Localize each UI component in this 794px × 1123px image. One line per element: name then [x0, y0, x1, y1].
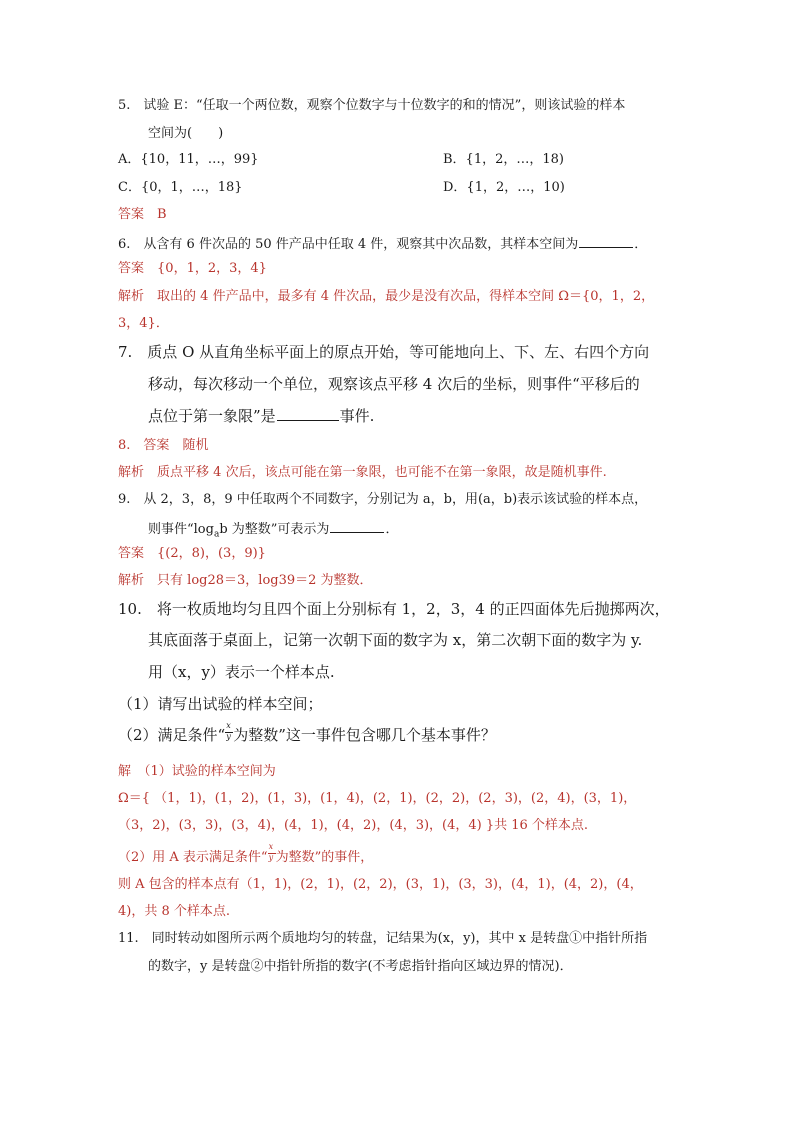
- analysis-text: 质点平移 4 次后，该点可能在第一象限，也可能不在第一象限，故是随机事件.: [157, 465, 607, 480]
- q9-answer: [118, 547, 266, 560]
- q9-log-text: 则事件“log: [148, 522, 214, 537]
- q5-answer: [118, 208, 167, 221]
- q5-option-b: B．{1，2，…，18): [443, 152, 564, 167]
- q11-line2: 的数字，y 是转盘②中指针所指的数字(不考虑指针指向区域边界的情况)．: [148, 959, 573, 974]
- q7-line3: [148, 408, 374, 424]
- answer-label: 答案: [118, 207, 145, 222]
- q10-sub2-end: 为整数”这一事件包含哪几个基本事件？: [233, 726, 496, 744]
- q8-number: 8.: [118, 438, 131, 453]
- q7-line3-text: 点位于第一象限”是: [148, 407, 276, 425]
- q10-line2: 其底面落于桌面上，记第一次朝下面的数字为 x，第二次朝下面的数字为 y.: [148, 631, 643, 649]
- q10-solution-part2: [118, 842, 374, 865]
- q6-analysis-line2: 3，4}．: [118, 316, 169, 331]
- solution-label: 解: [118, 764, 132, 779]
- frac-denominator: y: [226, 732, 231, 741]
- fraction-x-over-y: [225, 721, 233, 742]
- answer-label: 答案: [118, 546, 145, 561]
- q10-solution-line4: 4)，共 8 个样本点.: [118, 904, 231, 919]
- fraction-x-over-y: [268, 842, 276, 863]
- q10-omega-line2: （3，2)，(3，3)，(3，4)，(4，1)，(4，2)，(4，3)，(4，4) }共 16 个样本点.: [118, 818, 589, 833]
- q10-sol2-end: 为整数”的事件，: [275, 850, 374, 865]
- answer-label: 答案: [143, 438, 170, 453]
- answer-blank: [579, 235, 633, 248]
- q11-line1: 11. 同时转动如图所示两个质地均匀的转盘，记结果为(x，y)，其中 x 是转盘①中指针所指: [118, 931, 648, 946]
- frac-numerator: x: [226, 721, 231, 730]
- answer-value: B: [157, 207, 167, 222]
- analysis-label: 解析: [118, 465, 145, 480]
- q10-solution-line3: 则 A 包含的样本点有（1，1)，(2，1)，(2，2)，(3，1)，(3，3)，(4，1)，(4，2)，(4，: [118, 877, 643, 892]
- solution-text: （1）试验的样本空间为: [144, 764, 276, 779]
- q9-line2-text: b 为整数”可表示为: [219, 522, 330, 537]
- q9-log-base: a: [213, 529, 220, 540]
- q5-line1: 5. 试验 E：“任取一个两位数，观察个位数字与十位数字的和的情况”，则该试验的样本: [118, 98, 626, 113]
- q7-line1: 7. 质点 O 从直角坐标平面上的原点开始，等可能地向上、下、左、右四个方向: [118, 343, 650, 361]
- answer-blank: [277, 408, 339, 421]
- q5-option-c: C．{0，1，…，18}: [118, 180, 243, 195]
- q6-text: [118, 235, 647, 251]
- q10-omega-line1: Ω＝{ （1，1)，(1，2)，(1，3)，(1，4)，(2，1)，(2，2)，(2，3)，(2，4)，(3，1)，: [118, 791, 637, 806]
- q10-sub1: （1）请写出试验的样本空间；: [118, 695, 323, 713]
- q7-line2: 移动，每次移动一个单位，观察该点平移 4 次后的坐标，则事件“平移后的: [148, 375, 640, 393]
- answer-value: {0，1，2，3，4}: [157, 261, 267, 276]
- analysis-text: 取出的 4 件产品中，最多有 4 件次品，最少是没有次品，得样本空间 Ω＝{0，1，2，: [157, 289, 655, 304]
- answer-value: 随机: [182, 438, 209, 453]
- q9-line2: [148, 520, 398, 540]
- q10-sol2-text: （2）用 A 表示满足条件“: [118, 850, 268, 865]
- q6-end: ．: [634, 237, 648, 252]
- q10-sub2: [118, 721, 496, 744]
- analysis-text: 只有 log28＝3，log39＝2 为整数．: [157, 573, 373, 588]
- answer-label: 答案: [118, 261, 145, 276]
- answer-value: {(2，8)，(3，9)}: [157, 546, 266, 561]
- answer-blank: [330, 520, 384, 533]
- q10-solution-line1: [118, 765, 276, 778]
- frac-numerator: x: [268, 842, 274, 851]
- q10-sub2-text: （2）满足条件“: [118, 726, 226, 744]
- q9-analysis: [118, 574, 373, 587]
- q6-analysis-line1: [118, 290, 654, 303]
- q6-answer: [118, 262, 267, 275]
- analysis-label: 解析: [118, 289, 145, 304]
- q5-option-d: D．{1，2，…，10): [443, 180, 565, 195]
- q6-stem: 6. 从含有 6 件次品的 50 件产品中任取 4 件，观察其中次品数，其样本空间为: [118, 237, 579, 252]
- q5-option-a: A．{10，11，…，99}: [118, 152, 259, 167]
- analysis-label: 解析: [118, 573, 145, 588]
- q10-line3: 用（x，y）表示一个样本点.: [148, 663, 335, 681]
- q10-line1: 10. 将一枚质地均匀且四个面上分别标有 1，2，3，4 的正四面体先后抛掷两次，: [118, 600, 670, 618]
- frac-denominator: y: [268, 853, 274, 862]
- q8-analysis: [118, 466, 607, 479]
- q9-line1: 9. 从 2，3，8，9 中任取两个不同数字，分别记为 a，b，用(a，b)表示该试验的样本点，: [118, 492, 648, 507]
- q7-line3-end: 事件.: [339, 407, 375, 425]
- q8-answer: [118, 439, 208, 452]
- q9-end: ．: [385, 522, 399, 537]
- q5-line2: 空间为( ): [148, 126, 224, 141]
